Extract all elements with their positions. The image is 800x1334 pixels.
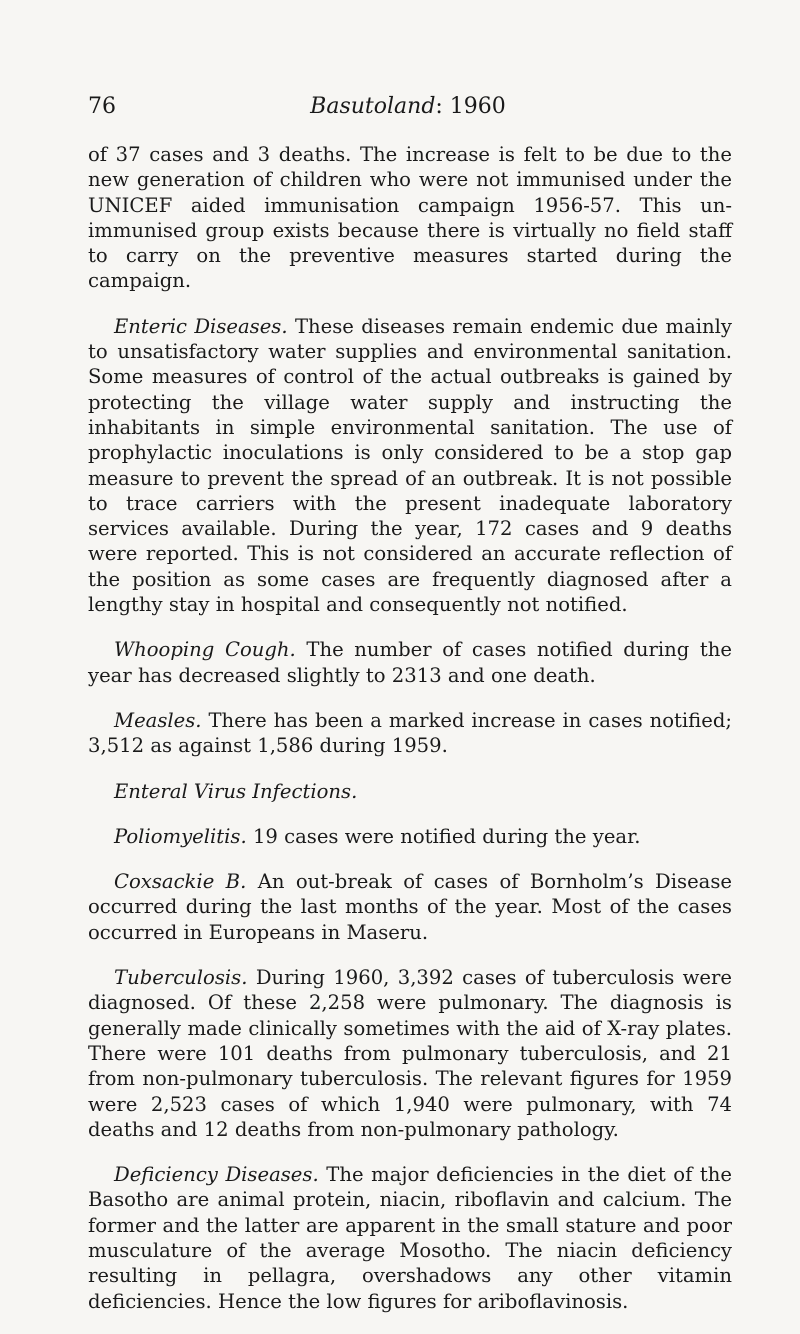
paragraph-enteral-virus — [88, 779, 732, 804]
page-number: 76 — [88, 94, 116, 119]
paragraph-poliomyelitis — [88, 824, 732, 849]
paragraph-text: 19 cases were notified during the year. — [246, 824, 641, 848]
paragraph-text: The major deficiencies in the diet of the Basotho are animal protein, niacin, riboflavin and calcium. The former and the latter are apparent in the small stature and poor musculature of the average Mosotho. The niacin deficiency resulting in pellagra, overshadows any other vitamin deficiencies. Hence the low figures for ariboflavinosis. — [88, 1163, 732, 1313]
paragraph-enteric — [88, 314, 732, 618]
paragraph-heading: Enteric Diseases. — [114, 314, 288, 338]
paragraph-text: An out-break of cases of Bornholm’s Disease occurred during the last months of the year. Most of the cases occurred in Europeans in Maseru. — [88, 870, 732, 944]
running-title-italic: Basutoland — [310, 94, 436, 119]
paragraph-whooping-cough — [88, 637, 732, 688]
paragraph-heading: Coxsackie B. — [114, 870, 247, 894]
paragraph-text: There has been a marked increase in cases notified; 3,512 as against 1,586 during 1959. — [88, 708, 732, 758]
paragraph-measles — [88, 708, 732, 759]
paragraph-text: The number of cases notified during the year has decreased slightly to 2313 and one death. — [88, 638, 732, 687]
paragraph-coxsackie — [88, 869, 732, 945]
running-title-year: : 1960 — [435, 94, 506, 119]
paragraph-text: During 1960, 3,392 cases of tuberculosis were diagnosed. Of these 2,258 were pulmonary. The diagnosis is generally made clinically sometimes with the aid of X-ray plates. There were 101 deaths from pulmonary tuberculosis, and 21 from non-pulmonary tuberculosis. The relevant figures for 1959 were 2,523 cases of which 1,940 were pulmonary, with 74 deaths and 12 deaths from non-pulmonary pathology. — [88, 966, 732, 1141]
body-text — [88, 142, 732, 1334]
page-header — [88, 94, 728, 124]
paragraph-heading: Poliomyelitis. — [114, 824, 247, 848]
paragraph-heading: Measles. — [114, 708, 202, 732]
paragraph-deficiency — [88, 1162, 732, 1314]
paragraph-text: These diseases remain endemic due mainly to unsatisfactory water supplies and environmental sanitation. Some measures of control of the actual outbreaks is gained by protecting the village water supply and instructing the inhabitants in simple environmental sanitation. The use of prophylactic inoculations is only considered to be a stop gap measure to prevent the spread of an outbreak. It is not possible to trace carriers with the present inadequate laboratory services available. During the year, 172 cases and 9 deaths were reported. This is not considered an accurate reflection of the position as some cases are frequently diagnosed after a lengthy stay in hospital and consequently not notified. — [88, 314, 732, 617]
paragraph-tuberculosis — [88, 965, 732, 1142]
paragraph-continuation — [88, 142, 732, 294]
paragraph-heading: Whooping Cough. — [114, 638, 296, 662]
paragraph-heading: Deficiency Diseases. — [114, 1163, 319, 1187]
paragraph-heading: Tuberculosis. — [114, 966, 248, 990]
paragraph-text: of 37 cases and 3 deaths. The increase is felt to be due to the new generation of children who were not immunised under the UNICEF aided immunisation campaign 1956-57. This un-immunised group exists because there is virtually no field staff to carry on the preventive measures started during the campaign. — [88, 143, 732, 293]
running-title — [88, 94, 728, 119]
paragraph-heading: Enteral Virus Infections. — [114, 779, 358, 803]
